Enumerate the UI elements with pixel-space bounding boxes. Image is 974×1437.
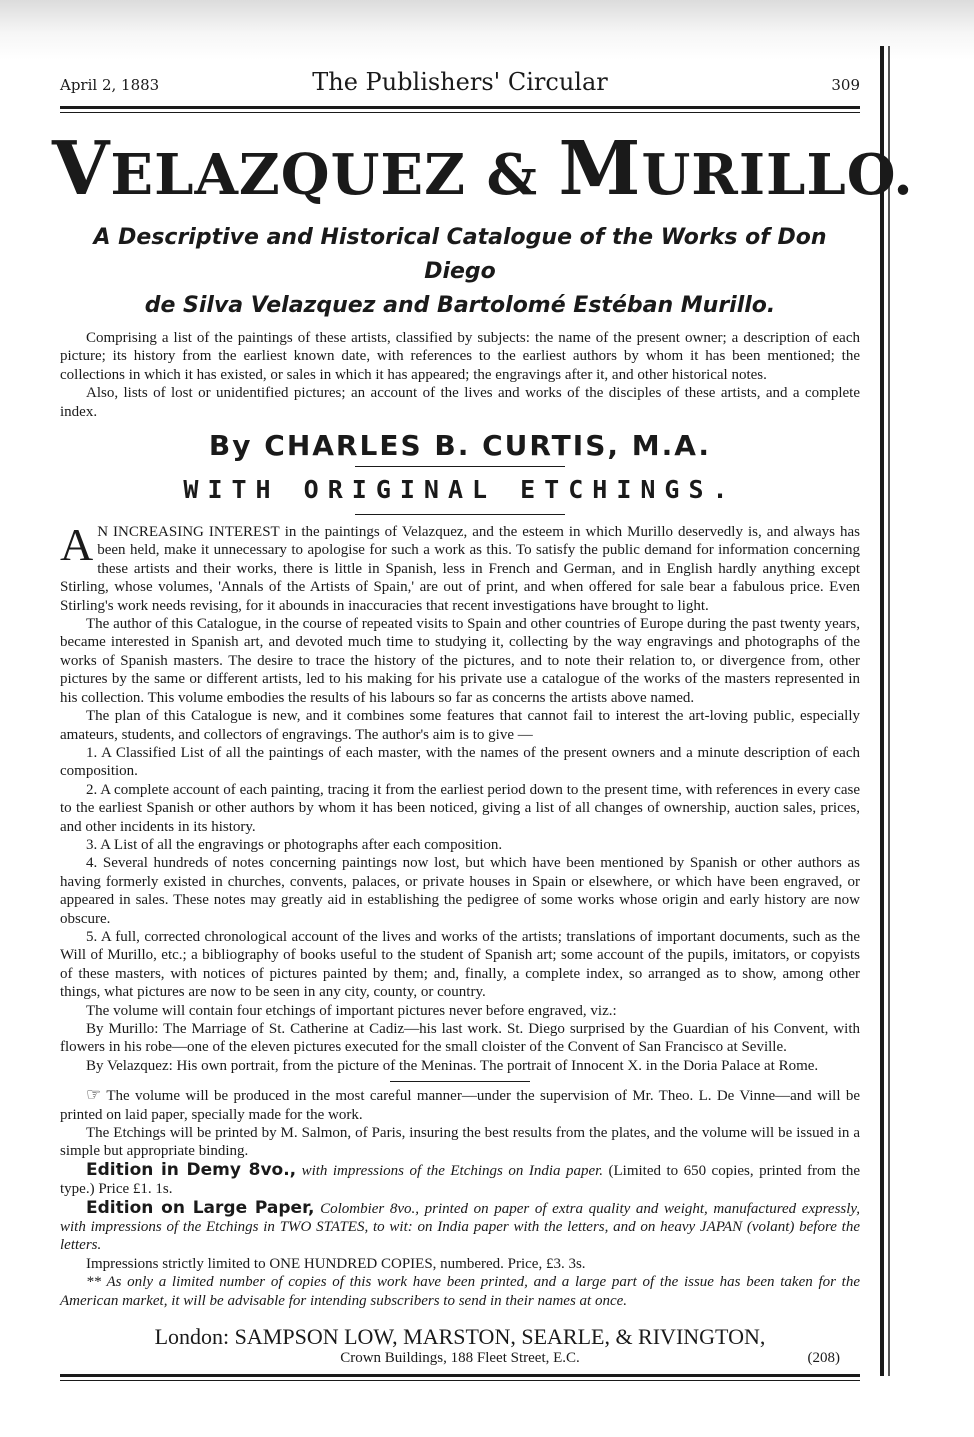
journal-title: The Publishers' Circular [312, 68, 608, 96]
list-item-1: 1. A Classified List of all the paintings of each master, with the names of the present owners and a minute description of each composition. [60, 744, 860, 780]
article-paragraph-1-text: in the paintings of Velazquez, and the esteem in which Murillo deservedly is, and always has been held, make it unnecessary to apologise for such a work as this. To satisfy the public demand for information concerning these artists and their works, there is little in Spanish, less in French and German, and in English hardly anything except Stirling, whose volumes, 'Annals of the Artists of Spain,' are out of print, and when offered for sale bear a fabulous price. Even Stirling's work needs revising, for it abounds in inaccuracies that recent investigations have brought to light. [60, 524, 860, 614]
large-paper-edition [60, 1199, 860, 1255]
article-paragraph-3: The plan of this Catalogue is new, and it combines some features that cannot fail to interest the art-loving public, especially amateurs, students, and collectors of engravings. The author's aim is to give — [60, 708, 860, 743]
publisher-address-line [60, 1350, 860, 1370]
large-paper-details: Colombier 8vo., printed on paper of extra quality and weight, manufactured expressly, with impressions of the Etchings in TWO STATES, to wit: on India paper with the letters, and on heavy JAPAN (volant) before the letters. [60, 1200, 860, 1254]
subscriber-note: ** As only a limited number of copies of this work have been printed, and a large part of the issue has been taken for the American market, it will be advisable for intending subscribers to send in their names at once. [60, 1274, 860, 1309]
headline-part-1: ELAZQUEZ & [110, 142, 559, 208]
subtitle-line-1: A Descriptive and Historical Catalogue of the Works of Don Diego [93, 225, 827, 284]
murillo-etchings: By Murillo: The Marriage of St. Catherine at Cadiz—his last work. St. Diego surprised by the Guardian of his Convent, with flowers in his robe—one of the eleven pictures executed for the small cloister of the Convent of San Francisco at Seville. [60, 1021, 860, 1056]
lead-words: N INCREASING INTEREST [97, 524, 280, 541]
velazquez-etchings: By Velazquez: His own portrait, from the picture of the Meninas. The portrait of Innocent X. in the Doria Palace at Rome. [86, 1057, 819, 1074]
list-item-5: 5. A full, corrected chronological account of the lives and works of the artists; translations of important documents, such as the Will of Murillo, etc.; a bibliography of books useful to the student of Spanish art; some account of the pupils, imitators, or copyists of these masters, with notices of pictures painted by them; and, finally, a complete index, so arranged as to show, among other things, what pictures are now to be seen in any city, county, or country. [60, 928, 860, 1001]
publisher-imprint: London: SAMPSON LOW, MARSTON, SEARLE, & RIVINGTON, [154, 1324, 766, 1350]
production-paragraph-1 [60, 1086, 860, 1124]
impressions-limit: Impressions strictly limited to ONE HUNDRED COPIES, numbered. Price, £3. 3s. [86, 1255, 586, 1272]
article-paragraph-2: The author of this Catalogue, in the course of repeated visits to Spain and other countries of Europe during the past twenty years, became interested in Spanish art, and devoted much time to studying it, collecting by the way engravings and photographs of the works of Spanish masters. The desire to trace the history of the pictures, and to note their relation to, or divergence from, other pictures by the same or different artists, led to his making for his private use a catalogue of the works of the masters represented in his collection. This volume embodies the results of his labours so far as concerns the artists above named. [60, 616, 860, 706]
list-item-3: 3. A List of all the engravings or photographs after each composition. [86, 836, 503, 853]
drop-cap: A [60, 519, 94, 571]
right-margin-rule [880, 46, 884, 1376]
subtitle-line-2: de Silva Velazquez and Bartolomé Estéban Murillo. [144, 293, 776, 318]
intro-paragraph-1: Comprising a list of the paintings of these artists, classified by subjects: the name of the present owner; a description of each picture; its history from the earliest known date, with references to the earliest authors by whom it has been mentioned; the collections in which it has existed, or sales in which it has appeared; the engravings after it, and other historical notes. [60, 330, 860, 383]
production-paragraph-1-text: The volume will be produced in the most careful manner—under the supervision of Mr. Theo. L. De Vinne—and will be printed on laid paper, specially made for the work. [60, 1088, 860, 1123]
byline-rule [355, 466, 565, 467]
list-item-4: 4. Several hundreds of notes concerning paintings now lost, but which have been mentioned by Spanish or other authors as having formerly existed in churches, convents, palaces, or private houses in Spain or elsewhere, or which have been engraved, or appeared in sales. These notes may greatly aid in establishing the pedigree of some works whose origin and early history are now obscure. [60, 855, 860, 927]
etchings-heading: WITH ORIGINAL ETCHINGS. [183, 475, 737, 505]
headline-part-2: URILLO. [641, 142, 914, 208]
demy-edition-details: (Limited to 650 copies, printed from the type.) Price £1. 1s. [60, 1162, 860, 1198]
headline-initial-v: V [52, 126, 111, 212]
production-paragraph-2: The Etchings will be printed by M. Salmon, of Paris, insuring the best results from the plates, and the volume will be issued in a simple but appropriate binding. [60, 1125, 860, 1160]
article-paragraph-1 [60, 519, 860, 615]
article-paragraph-4: The volume will contain four etchings of important pictures never before engraved, viz.: [86, 1002, 617, 1019]
right-margin-rule-inner [888, 46, 890, 1376]
publisher-address: Crown Buildings, 188 Fleet Street, E.C. [340, 1350, 580, 1367]
advert-number: (208) [807, 1350, 840, 1367]
demy-edition-label: Edition in Demy 8vo., [86, 1159, 297, 1180]
author-byline: By CHARLES B. CURTIS, M.A. [208, 429, 712, 463]
section-rule [390, 1081, 530, 1082]
header-date: April 2, 1883 [60, 76, 160, 94]
footer-rule [60, 1374, 860, 1377]
demy-edition-italic: with impressions of the Etchings on India paper. [296, 1162, 604, 1179]
advert-subtitle [60, 221, 860, 323]
large-paper-label: Edition on Large Paper, [86, 1197, 315, 1218]
header-rule-thin [60, 112, 860, 113]
etchings-rule [355, 514, 565, 515]
header-rule [60, 106, 860, 109]
page-number: 309 [831, 76, 860, 94]
footer-rule-thin [60, 1380, 860, 1381]
page-top-band [0, 0, 974, 60]
intro-paragraph-2: Also, lists of lost or unidentified pictures; an account of the lives and works of the disciples of these artists, and a complete index. [60, 385, 860, 420]
headline-initial-m: M [558, 126, 642, 212]
list-item-2: 2. A complete account of each painting, tracing it from the earliest period down to the present time, with references in every case to the earliest Spanish or other authors by whom it has been noticed, giving a list of all changes of ownership, auction sales, prices, and other incidents in its history. [60, 781, 860, 835]
pointing-hand-icon: ☞ [86, 1085, 102, 1105]
demy-edition [60, 1161, 860, 1199]
page [52, 60, 914, 1381]
running-header [60, 60, 860, 94]
advert-headline [52, 126, 914, 217]
